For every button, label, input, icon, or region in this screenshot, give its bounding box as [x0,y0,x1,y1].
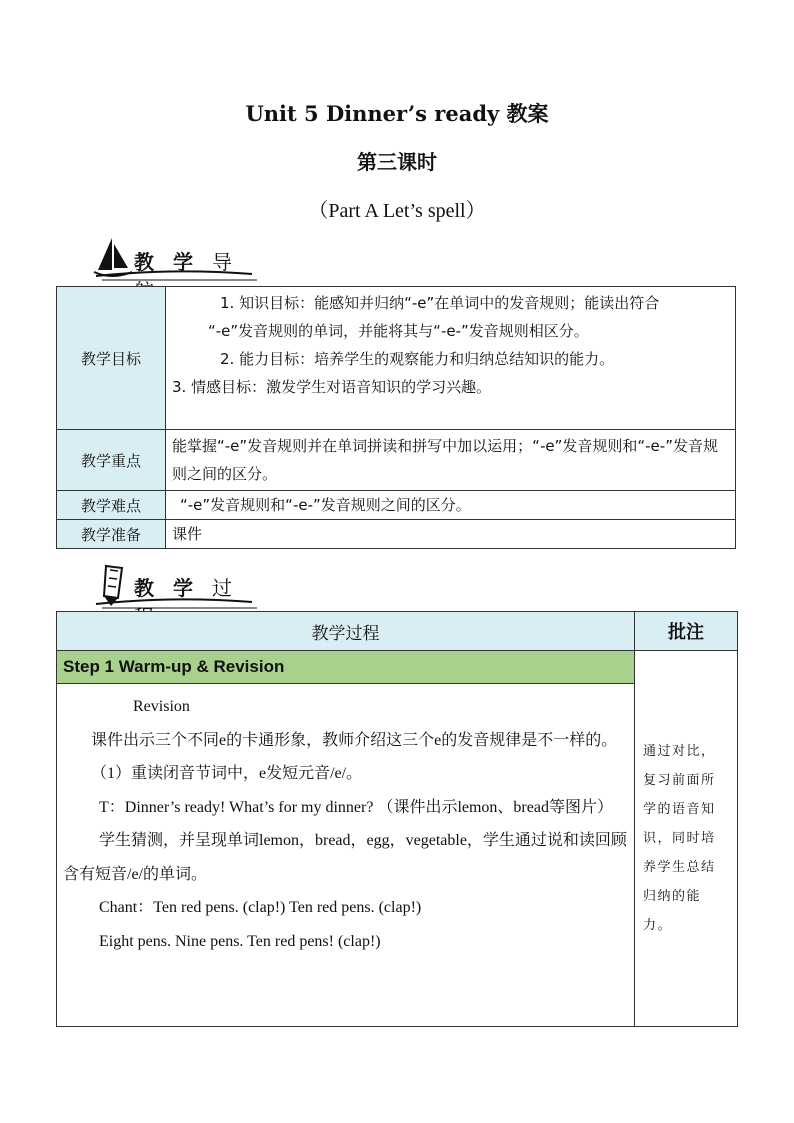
lesson-subtitle: 第三课时 [357,150,437,174]
goals-content [166,287,736,430]
table-row [57,287,736,430]
section-label-bold: 教 学 [134,576,199,600]
column-header-notes: 批注 [635,612,738,651]
row-header-key-points: 教学重点 [57,430,166,491]
table-row [57,491,736,520]
row-header-goals: 教学目标 [57,287,166,430]
section-banner-process [92,560,262,610]
content-line: Eight pens. Nine pens. Ten red pens! (clap!) [99,932,381,950]
content-line: 课件出示三个不同e的卡通形象，教师介绍这三个e的发音规律是不一样的。 [91,731,618,749]
table-row [57,520,736,549]
table-row [57,430,736,491]
document-title: Unit 5 Dinner’s ready 教案 [245,101,549,126]
row-header-difficulties: 教学难点 [57,491,166,520]
step-content [57,684,635,1027]
table-header-row [57,612,738,651]
annotation-note: 通过对比，复习前面所学的语音知识，同时培养学生总结归纳的能力。 [635,651,738,1027]
content-line: T：Dinner’s ready! What’s for my dinner? （课件出示lemon、bread等图片） [99,798,613,816]
key-points-content: 能掌握“-e”发音规则并在单词拼读和拼写中加以运用；“-e”发音规则和“-e-”发音规则之间的区分。 [166,430,736,491]
content-line: Revision [133,698,190,715]
column-header-process: 教学过程 [57,612,635,651]
preparation-content: 课件 [166,520,736,549]
step-title: Step 1 Warm-up & Revision [57,651,635,684]
difficulties-content: “-e”发音规则和“-e-”发音规则之间的区分。 [166,491,736,520]
section-banner-navigation [92,234,262,284]
teaching-process-table [56,611,738,1027]
table-row [57,651,738,684]
content-line: （1）重读闭音节词中，e发短元音/e/。 [91,765,363,782]
content-line: Chant：Ten red pens. (clap!) Ten red pens. (clap!) [99,899,422,916]
goal-line: 2. 能力目标：培养学生的观察能力和归纳总结知识的能力。 [220,350,615,368]
teaching-goals-table [56,286,736,549]
content-line: 学生猜测，并呈现单词lemon，bread，egg，vegetable，学生通过说和读回顾含有短音/e/的单词。 [63,832,627,883]
section-label-bold: 教 学 [134,250,199,274]
row-header-preparation: 教学准备 [57,520,166,549]
lesson-part: （Part A Let’s spell） [308,200,486,222]
section-label-light: 导 [211,250,238,274]
section-label-light: 过 [211,576,238,600]
goal-line: 1. 知识目标：能感知并归纳“-e”在单词中的发音规则；能读出符合 [220,294,660,312]
goal-line: 3. 情感目标：激发学生对语音知识的学习兴趣。 [172,378,492,396]
goal-line: “-e”发音规则的单词，并能将其与“-e-”发音规则相区分。 [208,322,589,340]
